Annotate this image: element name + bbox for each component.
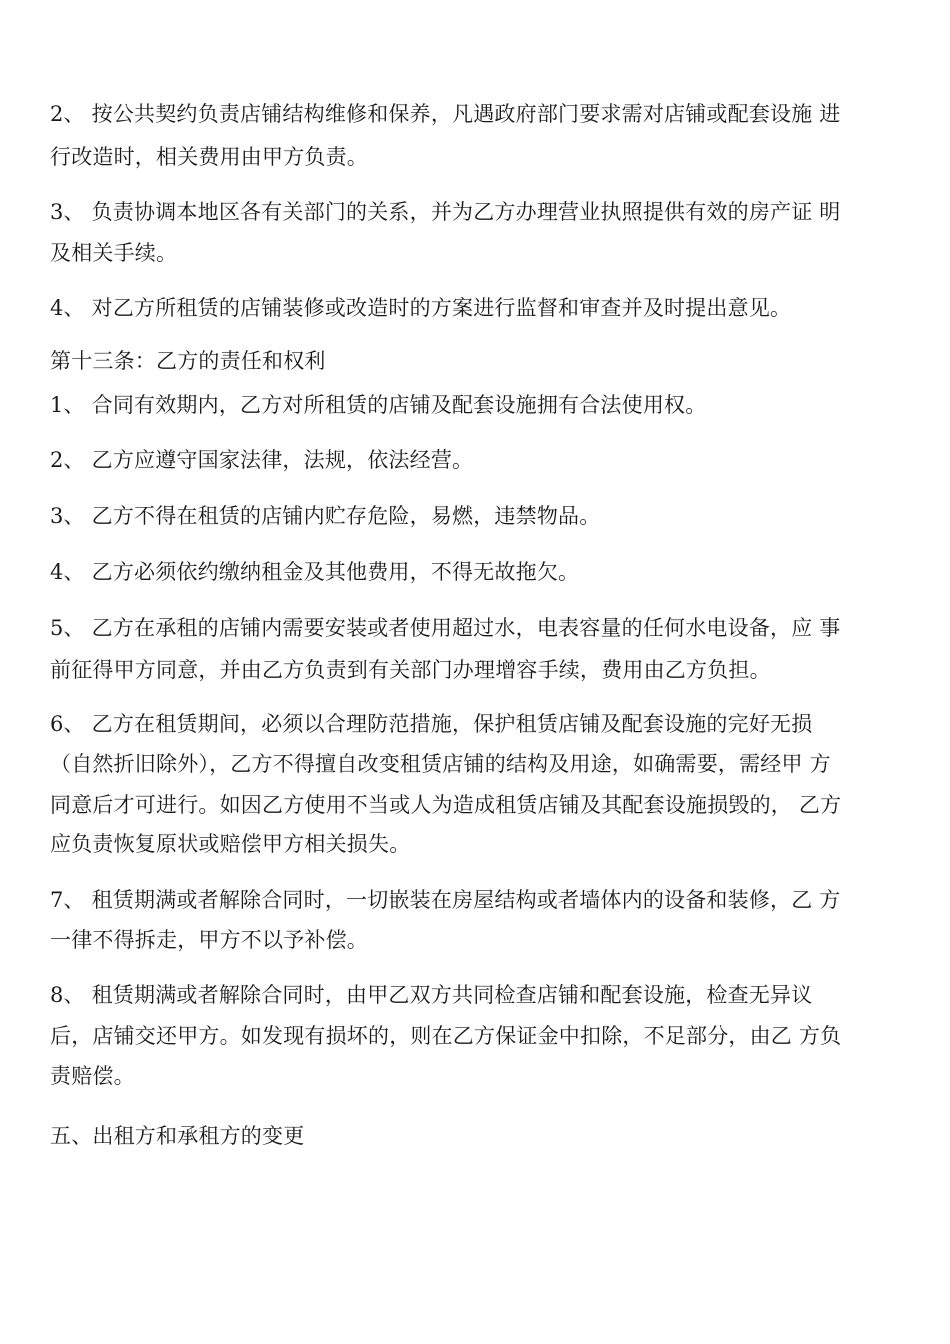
tenant-clause-8-line-2: 后，店铺交还甲方。如发现有损坏的，则在乙方保证金中扣除，不足部分，由乙 方负 bbox=[50, 1024, 842, 1048]
clause-3-line-2: 及相关手续。 bbox=[50, 241, 178, 265]
tenant-clause-7-line-2: 一律不得拆走，甲方不以予补偿。 bbox=[50, 928, 368, 952]
tenant-clause-5-line-2: 前征得甲方同意，并由乙方负责到有关部门办理增容手续，费用由乙方负担。 bbox=[50, 658, 771, 682]
tenant-clause-5-line-1: 5、 乙方在承租的店铺内需要安装或者使用超过水，电表容量的任何水电设备，应 事 bbox=[50, 616, 841, 640]
tenant-clause-8-line-1: 8、 租赁期满或者解除合同时，由甲乙双方共同检查店铺和配套设施，检查无异议 bbox=[50, 983, 813, 1007]
tenant-clause-8-line-3: 责赔偿。 bbox=[50, 1064, 135, 1088]
tenant-clause-1-line-1: 1、 合同有效期内，乙方对所租赁的店铺及配套设施拥有合法使用权。 bbox=[50, 393, 707, 417]
tenant-clause-7-line-1: 7、 租赁期满或者解除合同时，一切嵌装在房屋结构或者墙体内的设备和装修，乙 方 bbox=[50, 888, 841, 912]
tenant-clause-4-line-1: 4、 乙方必须依约缴纳租金及其他费用，不得无故拖欠。 bbox=[50, 560, 580, 584]
clause-4-line-1: 4、 对乙方所租赁的店铺装修或改造时的方案进行监督和审查并及时提出意见。 bbox=[50, 296, 792, 320]
tenant-clause-6-line-4: 应负责恢复原状或赔偿甲方相关损失。 bbox=[50, 832, 411, 856]
tenant-clause-6-line-1: 6、 乙方在租赁期间，必须以合理防范措施，保护租赁店铺及配套设施的完好无损 bbox=[50, 712, 813, 736]
tenant-clause-2-line-1: 2、 乙方应遵守国家法律，法规，依法经营。 bbox=[50, 448, 474, 472]
article-13-heading: 第十三条：乙方的责任和权利 bbox=[50, 349, 326, 373]
tenant-clause-6-line-3: 同意后才可进行。如因乙方使用不当或人为造成租赁店铺及其配套设施损毁的， 乙方 bbox=[50, 793, 842, 817]
tenant-clause-6-line-2: （自然折旧除外），乙方不得擅自改变租赁店铺的结构及用途，如确需要，需经甲 方 bbox=[50, 752, 831, 776]
tenant-clause-3-line-1: 3、 乙方不得在租赁的店铺内贮存危险，易燃，违禁物品。 bbox=[50, 504, 601, 528]
clause-2-line-2: 行改造时，相关费用由甲方负责。 bbox=[50, 145, 368, 169]
section-5-heading: 五、出租方和承租方的变更 bbox=[50, 1124, 305, 1148]
clause-2-line-1: 2、 按公共契约负责店铺结构维修和保养，凡遇政府部门要求需对店铺或配套设施 进 bbox=[50, 102, 841, 126]
clause-3-line-1: 3、 负责协调本地区各有关部门的关系，并为乙方办理营业执照提供有效的房产证 明 bbox=[50, 200, 841, 224]
